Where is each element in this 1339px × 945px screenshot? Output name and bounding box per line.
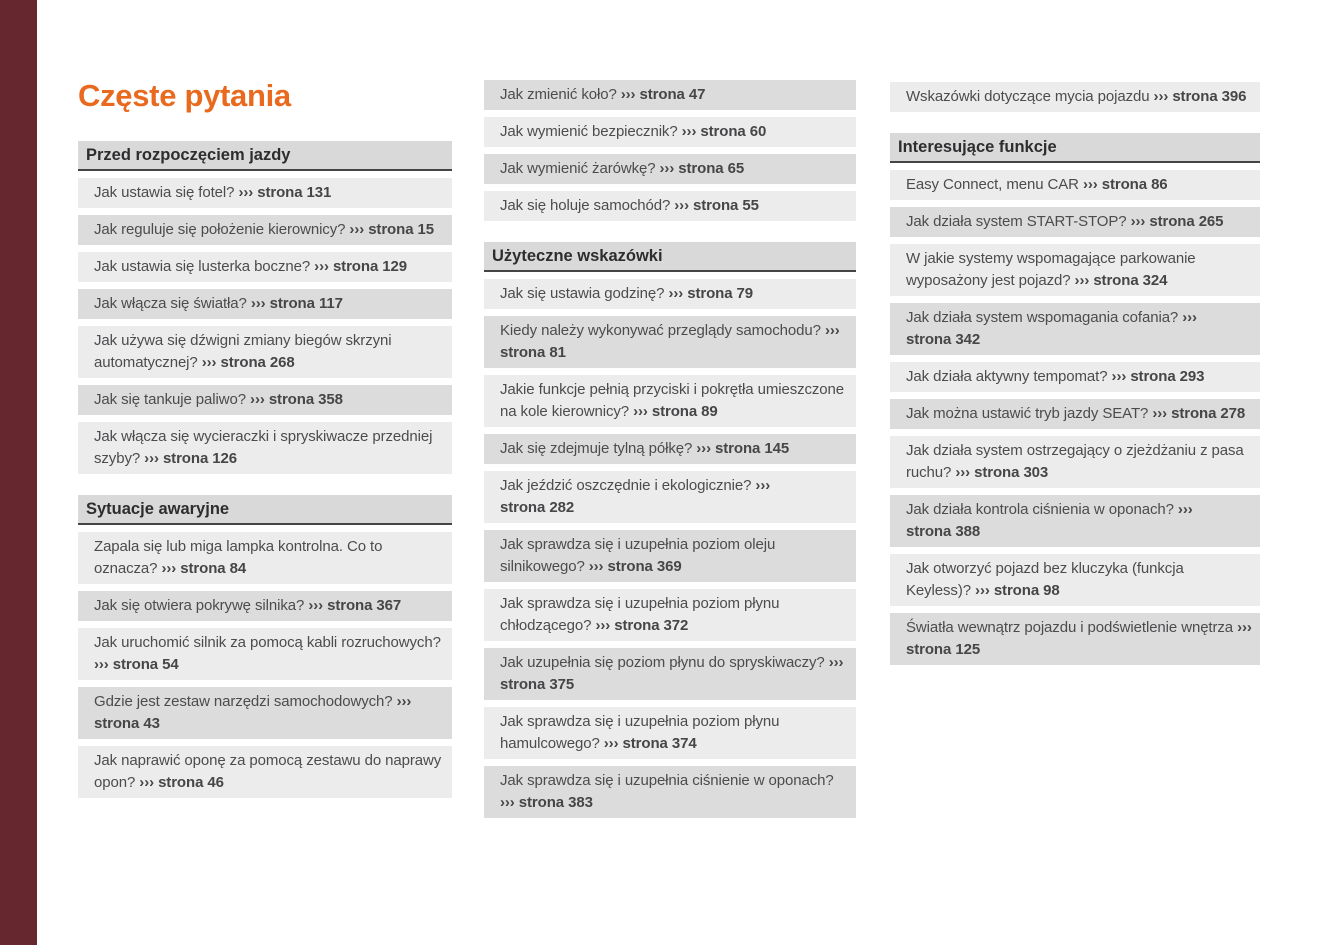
faq-question: Jak uzupełnia się poziom płynu do spryskiwaczy? [500,654,825,671]
page-number: 54 [162,656,179,673]
page-reference [144,450,237,467]
faq-item [890,207,1260,237]
page-word: strona [500,344,546,361]
faq-item [484,375,856,427]
faq-question: Jak włącza się światła? [94,295,247,312]
page-reference [500,794,593,811]
triple-chevron-icon: ››› [1111,368,1127,385]
page-word: strona [906,523,952,540]
page-number: 131 [306,184,332,201]
triple-chevron-icon: ››› [824,322,840,339]
page-reference [595,617,688,634]
faq-question: Jak działa kontrola ciśnienia w oponach? [906,501,1174,518]
faq-item [890,82,1260,112]
faq-item [890,613,1260,665]
page-number: 84 [229,560,247,577]
faq-question: Jak zmienić koło? [500,86,617,103]
page-word: strona [639,86,685,103]
faq-item [484,117,856,147]
faq-question: Jak otworzyć pojazd bez kluczyka (funkcja Keyless)? [906,560,1184,599]
page-number: 374 [671,735,697,752]
page-word: strona [180,560,226,577]
page-reference [139,774,224,791]
triple-chevron-icon: ››› [1074,272,1090,289]
page-reference [1154,88,1247,105]
triple-chevron-icon: ››› [314,258,329,275]
faq-question: Jak ustawia się lusterka boczne? [94,258,311,275]
page-number: 47 [688,86,706,103]
faq-question: Jak się ustawia godzinę? [500,285,665,302]
page-word: strona [500,499,546,516]
faq-item [484,530,856,582]
page-reference [1112,368,1205,385]
page-reference [975,582,1060,599]
page-number: 383 [568,794,593,811]
triple-chevron-icon: ››› [139,774,154,791]
faq-question: Wskazówki dotyczące mycia pojazdu [906,88,1150,105]
page-number: 89 [701,403,718,420]
page-number: 324 [1142,272,1168,289]
page-number: 369 [656,558,682,575]
page-word: strona [268,391,315,408]
page-number: 396 [1221,88,1247,105]
page-reference [674,197,759,214]
page-word: strona [220,354,266,371]
page-reference [251,295,343,312]
faq-question: Zapala się lub miga lampka kontrolna. Co to oznacza? [94,538,383,577]
page-word: strona [368,221,414,238]
faq-question: Jak działa system ostrzegający o zjeżdżaniu z pasa ruchu? [906,442,1244,481]
triple-chevron-icon: ››› [94,656,109,673]
page-number: 81 [549,344,566,361]
triple-chevron-icon: ››› [238,184,254,201]
faq-question: Jak ustawia się fotel? [94,184,235,201]
faq-item [78,532,452,584]
page-reference [682,123,767,140]
page-reference [604,735,697,752]
faq-question: Jak uruchomić silnik za pomocą kabli rozruchowych? [94,634,441,651]
page-title: Częste pytania [78,78,291,113]
page-reference [308,597,401,614]
faq-question: Jak sprawdza się i uzupełnia poziom płynu hamulcowego? [500,713,780,752]
page-reference [238,184,331,201]
faq-column-2 [484,80,856,818]
triple-chevron-icon: ››› [633,403,648,420]
triple-chevron-icon: ››› [1130,213,1146,230]
page-reference [314,258,407,275]
faq-question: Jak się otwiera pokrywę silnika? [94,597,305,614]
faq-question: Jak naprawić oponę za pomocą zestawu do naprawy opon? [94,752,442,791]
page-word: strona [678,160,724,177]
page-reference [250,391,343,408]
triple-chevron-icon: ››› [588,558,604,575]
faq-item [890,436,1260,488]
page-word: strona [94,715,140,732]
page-word: strona [1101,176,1147,193]
section-header: Interesujące funkcje [890,133,1260,163]
page-edge-tab [0,0,37,945]
page-reference [1152,405,1245,422]
page-number: 117 [318,295,343,312]
triple-chevron-icon: ››› [955,464,971,481]
page-reference [162,560,247,577]
triple-chevron-icon: ››› [500,794,515,811]
page-number: 278 [1220,405,1246,422]
page-reference [349,221,434,238]
faq-question: Jak wymienić żarówkę? [500,160,656,177]
page-reference [955,464,1048,481]
triple-chevron-icon: ››› [975,582,990,599]
faq-item [484,154,856,184]
faq-question: Jak się zdejmuje tylną półkę? [500,440,693,457]
triple-chevron-icon: ››› [674,197,689,214]
page-number: 375 [549,676,575,693]
section-header: Sytuacje awaryjne [78,495,452,525]
page-word: strona [162,450,209,467]
page-number: 293 [1179,368,1205,385]
page-word: strona [158,774,204,791]
page-number: 358 [318,391,343,408]
section-header: Przed rozpoczęciem jazdy [78,141,452,171]
faq-question: Jak sprawdza się i uzupełnia ciśnienie w oponach? [500,772,834,789]
page-reference [696,440,789,457]
faq-item [78,289,452,319]
triple-chevron-icon: ››› [828,654,844,671]
page-number: 303 [1023,464,1049,481]
faq-item [890,554,1260,606]
page-number: 125 [955,641,981,658]
page-word: strona [651,403,698,420]
triple-chevron-icon: ››› [595,617,611,634]
faq-item [890,495,1260,547]
triple-chevron-icon: ››› [755,477,771,494]
faq-question: Jak się tankuje paliwo? [94,391,246,408]
page-number: 65 [727,160,745,177]
page-number: 79 [736,285,754,302]
page-number: 86 [1151,176,1168,193]
page-reference [621,86,706,103]
page-word: strona [693,197,739,214]
faq-question: W jakie systemy wspomagające parkowanie wyposażony jest pojazd? [906,250,1196,289]
page-word: strona [518,794,565,811]
triple-chevron-icon: ››› [250,391,265,408]
faq-question: Jak sprawdza się i uzupełnia poziom oleju silnikowego? [500,536,776,575]
page-word: strona [332,258,379,275]
page-reference [1131,213,1224,230]
page-number: 367 [376,597,402,614]
faq-question: Gdzie jest zestaw narzędzi samochodowych? [94,693,393,710]
faq-item [484,648,856,700]
page-word: strona [1171,405,1217,422]
faq-item [484,279,856,309]
triple-chevron-icon: ››› [668,285,684,302]
page-number: 388 [955,523,981,540]
page-word: strona [700,123,746,140]
triple-chevron-icon: ››› [1082,176,1098,193]
faq-item [78,422,452,474]
page-number: 15 [417,221,435,238]
page-reference [1083,176,1168,193]
triple-chevron-icon: ››› [1153,88,1169,105]
triple-chevron-icon: ››› [349,221,365,238]
faq-item [890,244,1260,296]
faq-item [484,191,856,221]
page-number: 43 [143,715,160,732]
page-number: 98 [1043,582,1060,599]
page-word: strona [257,184,303,201]
page-reference [660,160,745,177]
page-number: 46 [207,774,224,791]
section-header: Użyteczne wskazówki [484,242,856,272]
faq-column-3 [890,82,1260,665]
page-number: 268 [269,354,295,371]
page-number: 129 [382,258,407,275]
triple-chevron-icon: ››› [696,440,711,457]
triple-chevron-icon: ››› [620,86,636,103]
triple-chevron-icon: ››› [250,295,266,312]
faq-item [890,399,1260,429]
faq-question: Jakie funkcje pełnią przyciski i pokrętła umieszczone na kole kierownicy? [500,381,845,420]
page-reference [589,558,682,575]
faq-column-1 [78,141,452,798]
faq-question: Jak działa system START-STOP? [906,213,1127,230]
faq-question: Jak sprawdza się i uzupełnia poziom płynu chłodzącego? [500,595,780,634]
page-word: strona [906,641,952,658]
faq-item [78,252,452,282]
faq-item [78,687,452,739]
faq-item [484,707,856,759]
page-number: 282 [549,499,575,516]
page-number: 126 [212,450,237,467]
page-word: strona [906,331,952,348]
page-word: strona [607,558,653,575]
faq-question: Jak włącza się wycieraczki i spryskiwacze przedniej szyby? [94,428,433,467]
faq-question: Jak jeździć oszczędnie i ekologicznie? [500,477,752,494]
page-word: strona [1093,272,1139,289]
faq-question: Jak reguluje się położenie kierownicy? [94,221,346,238]
faq-question: Kiedy należy wykonywać przeglądy samochodu? [500,322,821,339]
faq-item [484,316,856,368]
page-word: strona [715,440,761,457]
page-word: strona [1130,368,1176,385]
page-number: 145 [764,440,790,457]
faq-item [78,326,452,378]
page-reference [94,656,179,673]
triple-chevron-icon: ››› [308,597,323,614]
page-number: 265 [1198,213,1224,230]
faq-item [890,170,1260,200]
triple-chevron-icon: ››› [396,693,412,710]
faq-question: Jak używa się dźwigni zmiany biegów skrzyni automatycznej? [94,332,392,371]
faq-item [78,628,452,680]
faq-item [78,385,452,415]
page-number: 60 [749,123,767,140]
triple-chevron-icon: ››› [659,160,675,177]
page-word: strona [974,464,1020,481]
page-word: strona [327,597,373,614]
faq-item [78,591,452,621]
triple-chevron-icon: ››› [201,354,217,371]
page-reference [633,403,718,420]
page-word: strona [622,735,668,752]
page-word: strona [1172,88,1218,105]
page-number: 342 [955,331,981,348]
faq-item [78,178,452,208]
page-number: 55 [742,197,759,214]
page-reference [1075,272,1168,289]
page-word: strona [687,285,733,302]
page-word: strona [500,676,546,693]
faq-item [890,362,1260,392]
faq-question: Jak działa aktywny tempomat? [906,368,1108,385]
faq-item [484,589,856,641]
faq-question: Jak działa system wspomagania cofania? [906,309,1179,326]
page-number: 372 [663,617,689,634]
triple-chevron-icon: ››› [161,560,177,577]
triple-chevron-icon: ››› [1152,405,1168,422]
faq-item [484,766,856,818]
faq-item [890,303,1260,355]
page-word: strona [1149,213,1195,230]
triple-chevron-icon: ››› [144,450,159,467]
faq-item [78,215,452,245]
page-reference [668,285,753,302]
faq-item [484,80,856,110]
faq-question: Światła wewnątrz pojazdu i podświetlenie wnętrza [906,619,1234,636]
triple-chevron-icon: ››› [1177,501,1193,518]
page-reference [202,354,295,371]
triple-chevron-icon: ››› [1182,309,1197,326]
page-word: strona [269,295,315,312]
faq-question: Jak się holuje samochód? [500,197,671,214]
faq-item [78,746,452,798]
triple-chevron-icon: ››› [603,735,619,752]
page-word: strona [993,582,1040,599]
faq-item [484,434,856,464]
faq-question: Easy Connect, menu CAR [906,176,1079,193]
page-word: strona [614,617,660,634]
faq-question: Jak można ustawić tryb jazdy SEAT? [906,405,1149,422]
faq-question: Jak wymienić bezpiecznik? [500,123,678,140]
page-word: strona [112,656,159,673]
triple-chevron-icon: ››› [1237,619,1252,636]
triple-chevron-icon: ››› [681,123,697,140]
faq-item [484,471,856,523]
